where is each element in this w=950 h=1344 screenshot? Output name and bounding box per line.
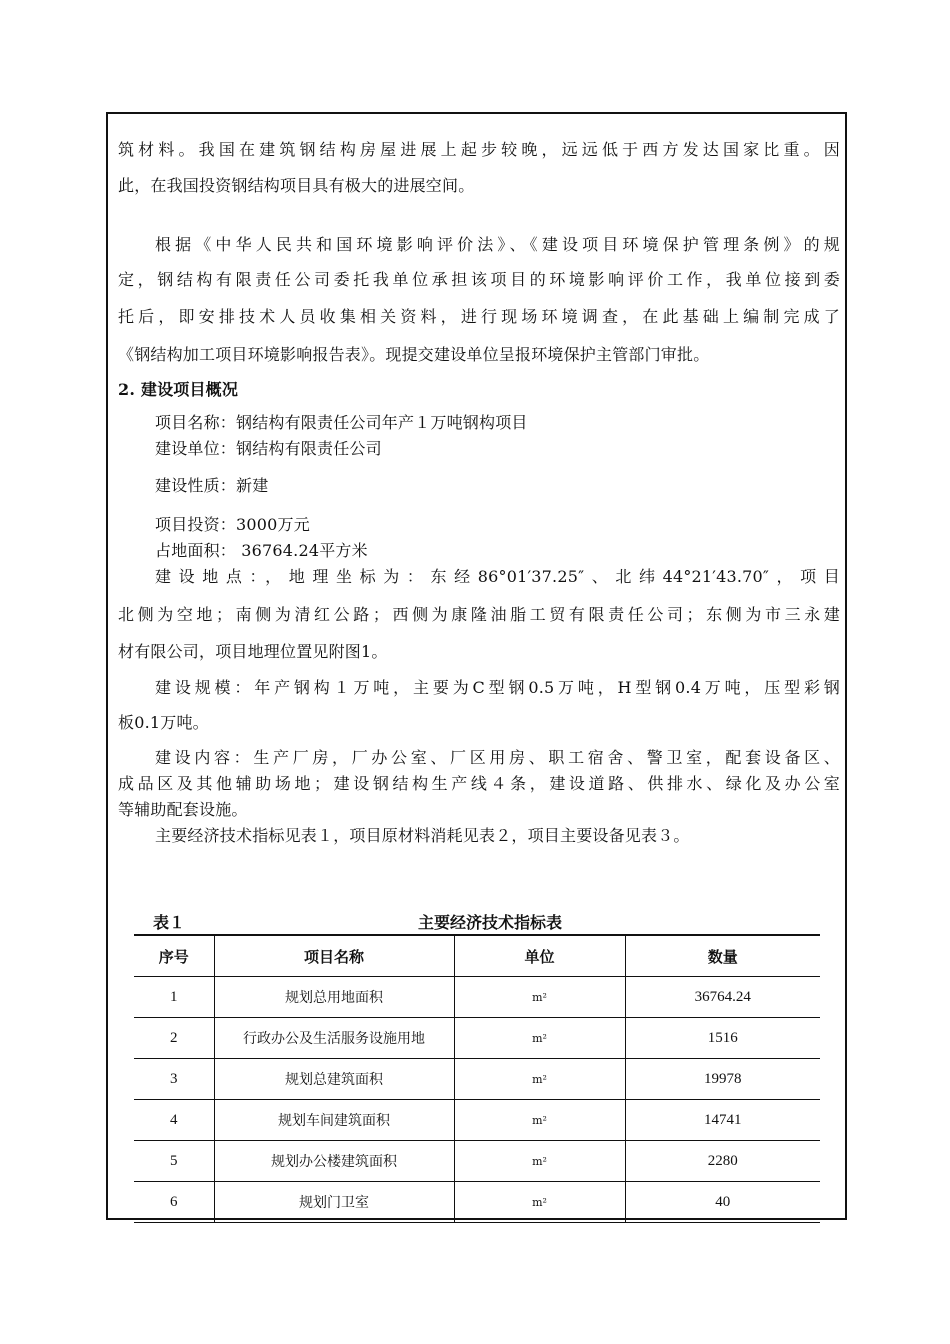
body-line: 托后，即安排技术人员收集相关资料，进行现场环境调查，在此基础上编制完成了 [118, 307, 840, 326]
content-line: 成品区及其他辅助场地；建设钢结构生产线４条，建设道路、供排水、绿化及办公室 [118, 774, 840, 793]
row-value: 2280 [625, 1141, 820, 1182]
row-value: 19978 [625, 1059, 820, 1100]
row-item: 行政办公及生活服务设施用地 [214, 1018, 454, 1059]
row-index: 4 [134, 1100, 214, 1141]
table-row [134, 1182, 820, 1223]
construction-nature: 建设性质：新建 [155, 476, 269, 495]
row-item: 规划门卫室 [214, 1182, 454, 1223]
row-unit: m² [454, 1141, 625, 1182]
scale-line: 建设规模：年产钢构１万吨，主要为C型钢0.5万吨，H型钢0.4万吨，压型彩钢 [155, 678, 840, 697]
row-value: 40 [625, 1182, 820, 1223]
project-name: 项目名称：钢结构有限责任公司年产１万吨钢构项目 [155, 413, 528, 432]
row-value: 36764.24 [625, 977, 820, 1018]
location-line: 北侧为空地；南侧为清红公路；西侧为康隆油脂工贸有限责任公司；东侧为市三永建 [118, 605, 840, 624]
row-item: 规划车间建筑面积 [214, 1100, 454, 1141]
row-unit: m² [454, 1018, 625, 1059]
body-line: 筑材料。我国在建筑钢结构房屋进展上起步较晚，远远低于西方发达国家比重。因 [118, 140, 840, 159]
scale-line: 板0.1万吨。 [118, 713, 209, 732]
row-item: 规划办公楼建筑面积 [214, 1141, 454, 1182]
body-line: 根据《中华人民共和国环境影响评价法》、《建设项目环境保护管理条例》的规 [155, 235, 840, 254]
row-unit: m² [454, 1100, 625, 1141]
row-item: 规划总用地面积 [214, 977, 454, 1018]
table-row [134, 977, 820, 1018]
location-line: 材有限公司，项目地理位置见附图1。 [118, 642, 388, 661]
body-line: 《钢结构加工项目环境影响报告表》。现提交建设单位呈报环境保护主管部门审批。 [118, 345, 710, 364]
table-number: 表１ [153, 913, 186, 932]
header-cell: 项目名称 [214, 935, 454, 977]
row-unit: m² [454, 1182, 625, 1223]
body-line: 定，钢结构有限责任公司委托我单位承担该项目的环境影响评价工作，我单位接到委 [118, 270, 840, 289]
row-index: 6 [134, 1182, 214, 1223]
row-value: 14741 [625, 1100, 820, 1141]
location-line: 建设地点：，地理坐标为：东经86°01′37.25″、北纬44°21′43.70″，项目 [155, 567, 840, 586]
content-line: 建设内容：生产厂房，厂办公室、厂区用房、职工宿舍、警卫室，配套设备区、 [155, 748, 840, 767]
row-index: 5 [134, 1141, 214, 1182]
header-cell: 序号 [134, 935, 214, 977]
table-row [134, 1141, 820, 1182]
row-item: 规划总建筑面积 [214, 1059, 454, 1100]
indicators-table [134, 934, 820, 1223]
project-investment: 项目投资：3000万元 [155, 515, 310, 534]
row-index: 2 [134, 1018, 214, 1059]
header-cell: 单位 [454, 935, 625, 977]
table-header-row [134, 935, 820, 977]
land-area: 占地面积： 36764.24平方米 [155, 541, 368, 560]
row-unit: m² [454, 1059, 625, 1100]
row-unit: m² [454, 977, 625, 1018]
table-row [134, 1059, 820, 1100]
row-index: 3 [134, 1059, 214, 1100]
indicators-note: 主要经济技术指标见表１，项目原材料消耗见表２，项目主要设备见表３。 [155, 826, 690, 845]
table-row [134, 1100, 820, 1141]
table-row [134, 1018, 820, 1059]
construction-unit: 建设单位：钢结构有限责任公司 [155, 439, 382, 458]
table-title: 主要经济技术指标表 [418, 913, 563, 932]
body-line: 此，在我国投资钢结构项目具有极大的进展空间。 [118, 176, 475, 195]
row-value: 1516 [625, 1018, 820, 1059]
row-index: 1 [134, 977, 214, 1018]
content-line: 等辅助配套设施。 [118, 800, 248, 819]
header-cell: 数量 [625, 935, 820, 977]
section-heading: 2. 建设项目概况 [118, 380, 239, 399]
